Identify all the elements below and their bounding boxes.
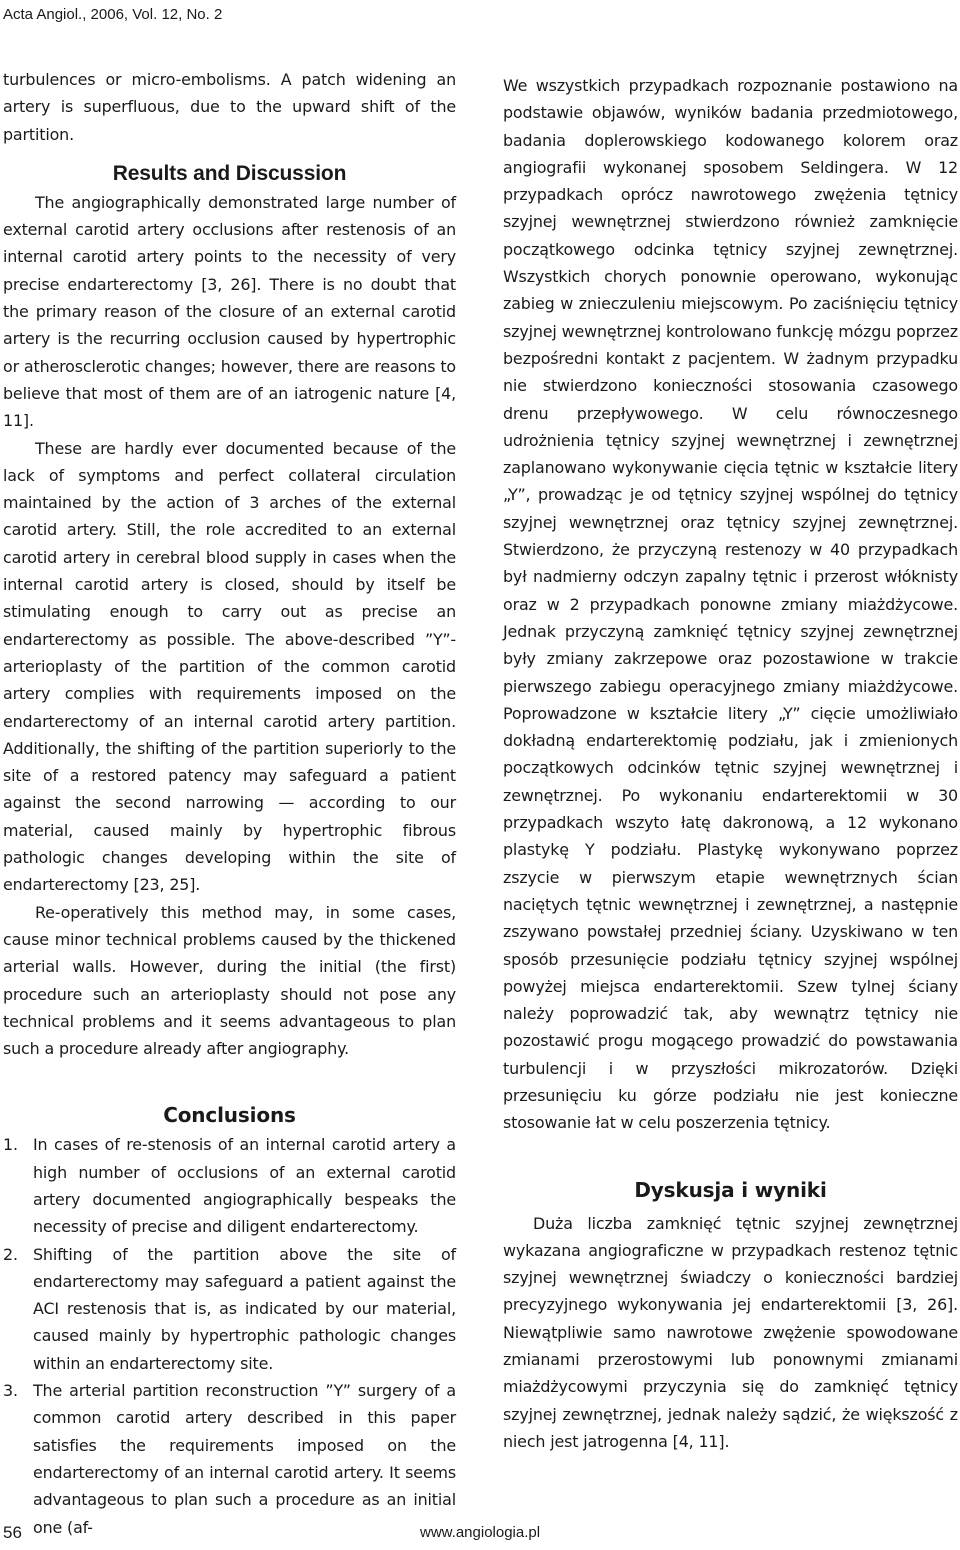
- conclusion-item: [3, 1241, 456, 1377]
- conclusion-number: 3.: [3, 1381, 18, 1401]
- right-column: [503, 72, 958, 1455]
- results-paragraph: Re-operatively this method may, in some cases, cause minor technical problems caused by the thickened arterial walls. However, during the initial (the first) procedure such an arterioplasty should not pose any technical problems and it seems advantageous to plan such a procedure already after angiography.: [3, 902, 456, 1059]
- intro-paragraph: turbulences or micro-embolisms. A patch widening an artery is superfluous, due to the upward shift of the partition.: [3, 70, 456, 144]
- conclusion-item: [3, 1377, 456, 1541]
- running-head: Acta Angiol., 2006, Vol. 12, No. 2: [3, 6, 223, 23]
- page-number: 56: [3, 1523, 22, 1542]
- dyskusja-paragraph: Duża liczba zamknięć tętnic szyjnej zewnętrznej wykazana angiograficzne w przypadkach restenoz tętnic szyjnej wewnętrznej świadczy o konieczności bardziej precyzyjnego wykonywania jej endarterektomii [3, 26]. Niewątpliwie samo nawrotowe zwężenie spowodowane zmianami przerostowymi lub ponownymi zmianami miażdżycowymi przyczynia się do zamknięć tętnicy szyjnej zewnętrznej, jednak należy sądzić, że większość z niech jest jatrogenna [4, 11].: [503, 1213, 958, 1451]
- conclusion-item: [3, 1131, 456, 1240]
- journal-url[interactable]: www.angiologia.pl: [420, 1524, 541, 1541]
- results-paragraph: The angiographically demonstrated large number of external carotid artery occlusions after restenosis of an internal carotid artery points to the necessity of very precise endarterectomy [3, 26]. There is no doubt that the primary reason of the closure of an external carotid artery is the recurring occlusion caused by hypertrophic or atherosclerotic changes; however, there are reasons to believe that most of them are of an iatrogenic nature [4, 11].: [3, 192, 456, 431]
- conclusions-list: [3, 1131, 456, 1540]
- left-column: [3, 66, 456, 1541]
- conclusions-heading: Conclusions: [163, 1103, 296, 1128]
- polish-intro-paragraph: We wszystkich przypadkach rozpoznanie postawiono na podstawie objawów, wyników badania przedmiotowego, badania doplerowskiego kodowanego kolorem oraz angiografii wykonanej sposobem Seldingera. W 12 przypadkach oprócz nawrotowego zwężenia tętnicy szyjnej wewnętrznej stwierdzono również zamknięcie początkowego odcinka tętnicy szyjnej zewnętrznej. Wszystkich chorych ponownie operowano, wykonując zabieg w znieczuleniu miejscowym. Po zaciśnięciu tętnicy szyjnej wewnętrznej kontrolowano funkcję mózgu poprzez bezpośredni kontakt z pacjentem. W żadnym przypadku nie stwierdzono konieczności stosowania czasowego drenu przepływowego. W celu równoczesnego udrożnienia tętnicy szyjnej wewnętrznej i zewnętrznej zaplanowano wykonywanie cięcia tętnic w kształcie litery „Y”, prowadząc je od tętnicy szyjnej wspólnej do tętnicy szyjnej wewnętrznej oraz tętnicy szyjnej zewnętrznej. Stwierdzono, że przyczyną restenozy w 40 przypadkach był nadmierny odczyn zapalny tętnic i przerost włóknisty oraz w 2 przypadkach ponowne zmiany miażdżycowe. Jednak przyczyną zamknięć tętnicy szyjnej zewnętrznej były zmiany zakrzepowe oraz pozostawione w trakcie pierwszego zabiegu operacyjnego zmiany miażdżycowe. Poprowadzone w kształcie litery „Y” cięcie umożliwiało dokładną endarterektomię podziału, jak i zmienionych początkowych odcinków tętnic szyjnej wewnętrznej i zewnętrznej. Po wykonaniu endarterektomii w 30 przypadkach wszyto łatę dakronową, a 12 wykonano plastykę Y podziału. Plastykę wykonywano poprzez zszycie w pierwszym etapie wewnętrznych ścian naciętych tętnic wewnętrznej i zewnętrznej, a następnie zszywano powstałej przedniej ściany. Uzyskiwano w ten sposób przesunięcie podziału tętnicy szyjnej wspólnej powyżej miejsca endarterektomii. Szew tylnej ściany należy poprowadzić tak, aby wewnątrz tętnicy nie pozostawić progu mogącego prowadzić do powstawania turbulencji i w przyszłości mikrozatorów. Dzięki przesunięciu ku górze podziału nie jest konieczne stosowanie łat w celu poszerzenia tętnicy.: [503, 76, 958, 1133]
- conclusion-text: Shifting of the partition above the site of endarterectomy may safeguard a patient against the ACI restenosis that is, as indicated by our material, caused mainly by hypertrophic pathologic changes within an endarterectomy site.: [33, 1244, 456, 1373]
- results-heading: Results and Discussion: [112, 161, 347, 185]
- dyskusja-heading: Dyskusja i wyniki: [634, 1177, 827, 1202]
- conclusion-text: The arterial partition reconstruction ”Y” surgery of a common carotid artery described in this paper satisfies the requirements imposed on the endarterectomy of an internal carotid artery. It seems advantageous to plan such a procedure as an initial one (af-: [33, 1381, 456, 1537]
- conclusion-number: 2.: [3, 1244, 18, 1264]
- conclusion-number: 1.: [3, 1135, 18, 1155]
- conclusion-text: In cases of re-stenosis of an internal carotid artery a high number of occlusions of an external carotid artery documented angiographically bespeaks the necessity of precise and diligent endarterectomy.: [33, 1135, 456, 1237]
- results-paragraph: These are hardly ever documented because of the lack of symptoms and perfect collateral circulation maintained by the action of 3 arches of the external carotid artery. Still, the role accredited to an external carotid artery in cerebral blood supply in cases when the internal carotid artery is closed, should by itself be stimulating enough to carry out as precise an endarterectomy as possible. The above-described ”Y”-arterioplasty of the partition of the common carotid artery complies with requirements imposed on the endarterectomy of an internal carotid artery partition. Additionally, the shifting of the partition superiorly to the site of a restored patency may safeguard a patient against the second narrowing — according to our material, caused mainly by hypertrophic fibrous pathologic changes developing within the site of endarterectomy [23, 25].: [3, 438, 456, 895]
